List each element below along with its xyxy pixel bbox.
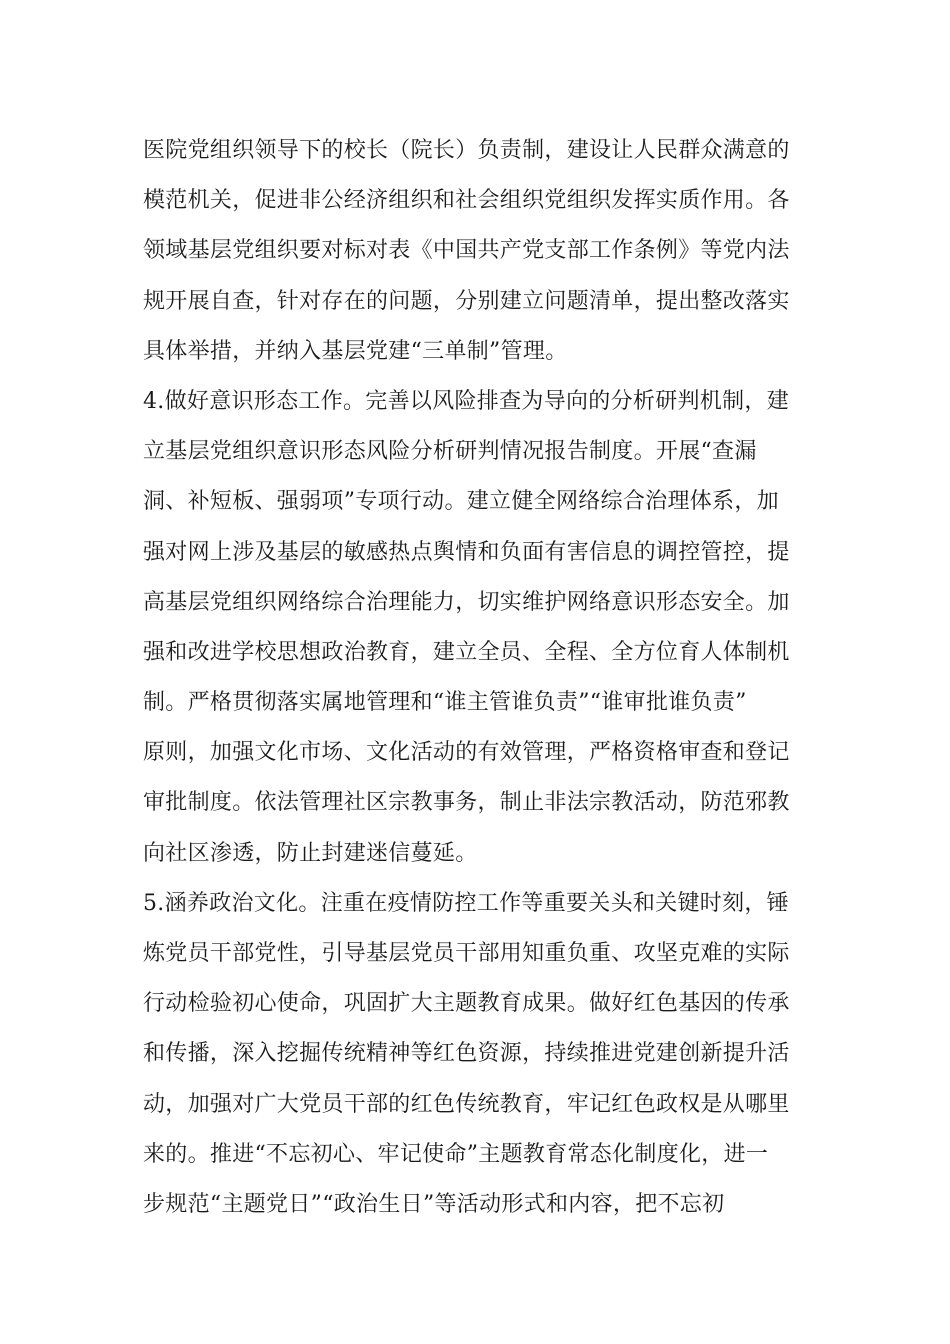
text-line: 和传播，深入挖掘传统精神等红色资源，持续推进党建创新提升活 [143,1041,790,1067]
text-line: 炼党员干部党性，引导基层党员干部用知重负重、攻坚克难的实际 [143,941,790,966]
text-line: 动，加强对广大党员干部的红色传统教育，牢记红色政权是从哪里 [143,1091,790,1117]
body-text [143,126,803,1230]
text-line: 审批制度。依法管理社区宗教事务，制止非法宗教活动，防范邪教 [143,790,790,816]
text-line: 强对网上涉及基层的敏感热点舆情和负面有害信息的调控管控，提 [143,539,790,565]
text-line: 立基层党组织意识形态风险分析研判情况报告制度。开展“查漏 [143,439,757,465]
text-line: 洞、补短板、强弱项”专项行动。建立健全网络综合治理体系，加 [143,489,779,515]
text-line: 模范机关，促进非公经济组织和社会组织党组织发挥实质作用。各 [143,188,790,214]
text-line: 向社区渗透，防止封建迷信蔓延。 [143,840,478,866]
text-line: 4.做好意识形态工作。完善以风险排查为导向的分析研判机制，建 [143,388,789,414]
text-line: 具体举措，并纳入基层党建“三单制”管理。 [143,338,568,364]
text-line: 强和改进学校思想政治教育，建立全员、全程、全方位育人体制机 [143,639,790,665]
text-line: 来的。推进“不忘初心、牢记使命”主题教育常态化制度化，进一 [143,1141,769,1167]
text-line: 制。严格贯彻落实属地管理和“谁主管谁负责”“谁审批谁负责” [143,690,747,716]
text-line: 高基层党组织网络综合治理能力，切实维护网络意识形态安全。加 [143,589,790,615]
text-line: 领域基层党组织要对标对表《中国共产党支部工作条例》等党内法 [143,238,790,264]
text-line: 5.涵养政治文化。注重在疫情防控工作等重要关头和关键时刻，锤 [143,890,789,916]
text-line: 医院党组织领导下的校长（院长）负责制，建设让人民群众满意的 [143,138,790,163]
text-line: 规开展自查，针对存在的问题，分别建立问题清单，提出整改落实 [143,288,790,314]
text-line: 行动检验初心使命，巩固扩大主题教育成果。做好红色基因的传承 [143,991,790,1017]
text-line: 原则，加强文化市场、文化活动的有效管理，严格资格审查和登记 [143,740,790,766]
text-line: 步规范“主题党日”“政治生日”等活动形式和内容，把不忘初 [143,1191,725,1217]
